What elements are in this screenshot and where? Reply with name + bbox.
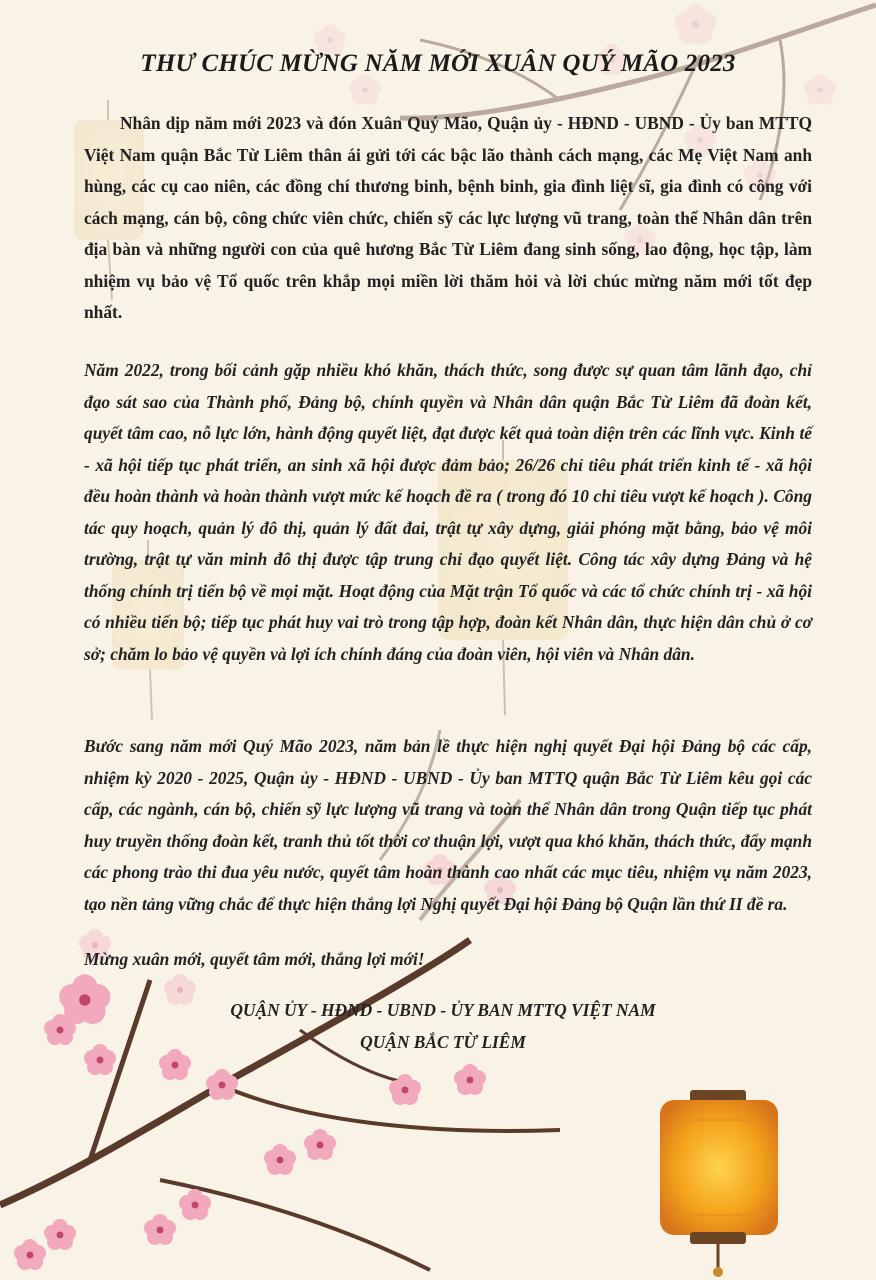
closing-line: Mừng xuân mới, quyết tâm mới, thắng lợi mới! <box>84 949 425 969</box>
letter-paragraph-1: Nhân dịp năm mới 2023 và đón Xuân Quý Mão, Quận ủy - HĐND - UBND - Ủy ban MTTQ Việt Nam quận Bắc Từ Liêm thân ái gửi tới các bậc lão thành cách mạng, các Mẹ Việt Nam anh hùng, các cụ cao niên, các đồng chí thương binh, bệnh binh, gia đình liệt sĩ, gia đình có công với cách mạng, cán bộ, công chức viên chức, chiến sỹ các lực lượng vũ trang, toàn thể Nhân dân trên địa bàn và những người con của quê hương Bắc Từ Liêm đang sinh sống, lao động, học tập, làm nhiệm vụ bảo vệ Tổ quốc trên khắp mọi miền lời thăm hỏi và lời chúc mừng năm mới tốt đẹp nhất. <box>84 113 812 322</box>
signature-line-1: QUẬN ỦY - HĐND - UBND - ỦY BAN MTTQ VIỆT NAM <box>230 1000 656 1020</box>
signature-line-2: QUẬN BẮC TỪ LIÊM <box>360 1032 526 1052</box>
letter-title: THƯ CHÚC MỪNG NĂM MỚI XUÂN QUÝ MÃO 2023 <box>140 50 736 77</box>
letter-paragraph-2: Năm 2022, trong bối cảnh gặp nhiều khó khăn, thách thức, song được sự quan tâm lãnh đạo, chỉ đạo sát sao của Thành phố, Đảng bộ, chính quyền và Nhân dân quận Bắc Từ Liêm đã đoàn kết, quyết tâm cao, nỗ lực lớn, hành động quyết liệt, đạt được kết quả toàn diện trên các lĩnh vực. Kinh tế - xã hội tiếp tục phát triển, an sinh xã hội được đảm bảo; 26/26 chỉ tiêu phát triển kinh tế - xã hội đều hoàn thành và hoàn thành vượt mức kế hoạch đề ra ( trong đó 10 chỉ tiêu vượt kế hoạch ). Công tác quy hoạch, quản lý đô thị, quản lý đất đai, trật tự xây dựng, giải phóng mặt bằng, bảo vệ môi trường, trật tự văn minh đô thị được tập trung chỉ đạo quyết liệt. Công tác xây dựng Đảng và hệ thống chính trị tiến bộ về mọi mặt. Hoạt động của Mặt trận Tổ quốc và các tổ chức chính trị - xã hội có nhiều tiến bộ; tiếp tục phát huy vai trò trong tập hợp, đoàn kết Nhân dân, thực hiện dân chủ ở cơ sở; chăm lo bảo vệ quyền và lợi ích chính đáng của đoàn viên, hội viên và Nhân dân. <box>84 360 812 664</box>
letter-paragraph-3: Bước sang năm mới Quý Mão 2023, năm bản lề thực hiện nghị quyết Đại hội Đảng bộ các cấp, nhiệm kỳ 2020 - 2025, Quận ủy - HĐND - UBND - Ủy ban MTTQ quận Bắc Từ Liêm kêu gọi các cấp, các ngành, cán bộ, chiến sỹ lực lượng vũ trang và toàn thể Nhân dân trong Quận tiếp tục phát huy truyền thống đoàn kết, tranh thủ tốt thời cơ thuận lợi, vượt qua khó khăn, thách thức, đẩy mạnh các phong trào thi đua yêu nước, quyết tâm hoàn thành cao nhất các mục tiêu, nhiệm vụ năm 2023, tạo nền tảng vững chắc để thực hiện thắng lợi Nghị quyết Đại hội Đảng bộ Quận lần thứ II đề ra. <box>84 736 812 914</box>
